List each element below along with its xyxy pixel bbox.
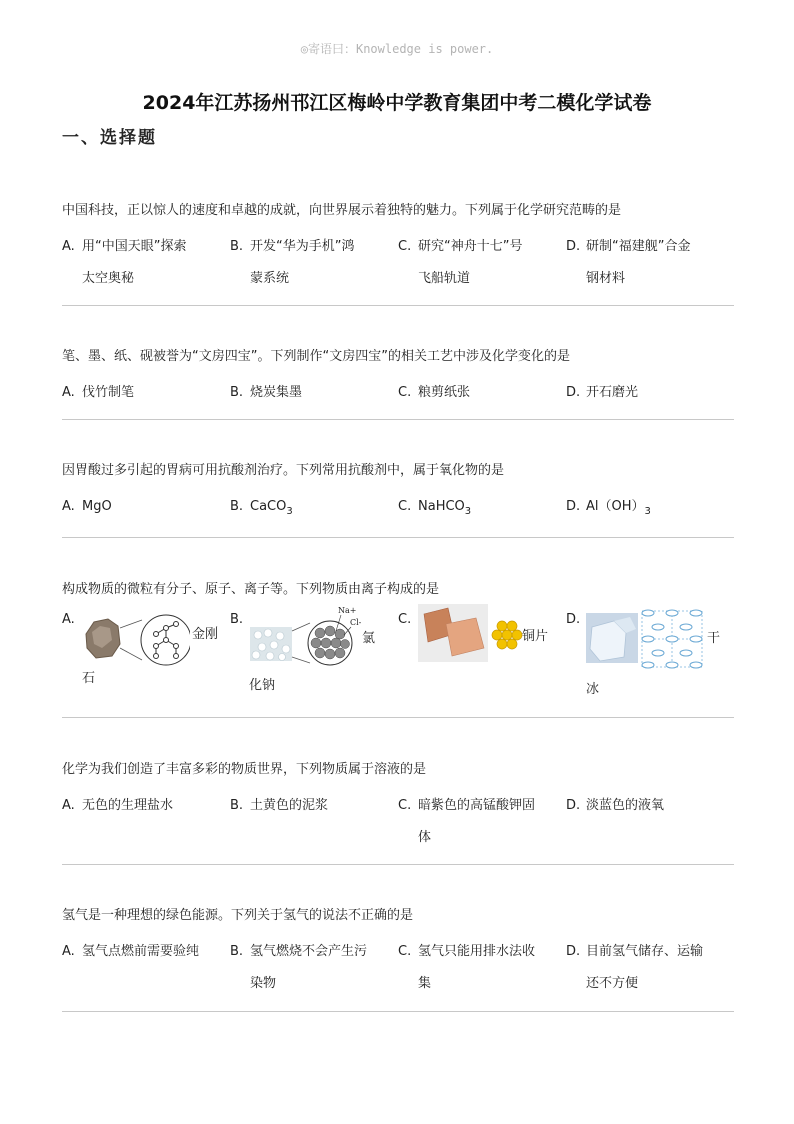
option-c[interactable]: C. 研究“神舟十七”号 飞船轨道 — [398, 239, 523, 286]
option-c[interactable]: C. 粮剪纸张 — [398, 385, 471, 400]
svg-text:Na+: Na+ — [338, 606, 357, 615]
divider — [62, 717, 734, 718]
divider — [62, 1011, 734, 1012]
option-b[interactable]: B. 氢气燃烧不会产生污 染物 — [230, 944, 368, 991]
diamond-image — [82, 614, 190, 666]
option-b[interactable]: B. 开发“华为手机”鸿 蒙系统 — [230, 239, 355, 286]
question-4: 构成物质的微粒有分子、原子、离子等。下列物质由离子构成的是 A. 金刚 石 B. Na+ Cl- 氯 化钠 C. 铜片 D. 干 冰 — [62, 580, 734, 700]
question-1 — [62, 201, 734, 295]
divider — [62, 864, 734, 865]
question-6 — [62, 906, 734, 1000]
option-a[interactable]: A. 伐竹制笔 — [62, 385, 135, 400]
option-d[interactable]: D. 目前氢气储存、运输 还不方便 — [566, 944, 704, 991]
option-b[interactable]: B. 土黄色的泥浆 — [230, 798, 329, 813]
divider — [62, 537, 734, 538]
option-c[interactable]: C. NaHCO$_3$ — [398, 499, 472, 517]
option-d[interactable]: D. 研制“福建舰”合金 钢材料 — [566, 239, 691, 286]
option-a[interactable]: A. 用“中国天眼”探索 太空奥秘 — [62, 239, 187, 286]
question-stem: 因胃酸过多引起的胃病可用抗酸剂治疗。下列常用抗酸剂中，属于氧化物的是 — [62, 463, 505, 478]
question-stem: 构成物质的微粒有分子、原子、离子等。下列物质由离子构成的是 — [62, 582, 440, 597]
option-b[interactable]: B. CaCO$_3$ — [230, 499, 293, 517]
question-stem: 氢气是一种理想的绿色能源。下列关于氢气的说法不正确的是 — [62, 908, 414, 923]
question-5 — [62, 760, 734, 854]
option-d[interactable]: D. 开石磨光 — [566, 385, 639, 400]
option-a[interactable]: A. MgO — [62, 499, 112, 514]
sodium-chloride-image — [248, 605, 366, 667]
page-title: 2024年江苏扬州邗江区梅岭中学教育集团中考二模化学试卷 — [142, 92, 652, 114]
option-a[interactable]: A. 无色的生理盐水 — [62, 798, 174, 813]
question-2 — [62, 347, 734, 409]
question-stem: 中国科技，正以惊人的速度和卓越的成就，向世界展示着独特的魅力。下列属于化学研究范畴的是 — [62, 203, 622, 218]
question-stem: 化学为我们创造了丰富多彩的物质世界，下列物质属于溶液的是 — [62, 762, 427, 777]
motto-header: ◎寄语曰：Knowledge is power. — [300, 42, 494, 56]
option-c[interactable]: C. 氢气只能用排水法收 集 — [398, 944, 536, 991]
question-3 — [62, 461, 734, 523]
divider — [62, 305, 734, 306]
option-a[interactable]: A. 氢气点燃前需要验纯 — [62, 944, 200, 959]
option-d[interactable]: D. $Al(OH)_3$ — [566, 499, 651, 517]
section-heading: 一、选择题 — [62, 128, 157, 148]
divider — [62, 419, 734, 420]
option-c[interactable]: C. 暗紫色的高锰酸钾固 体 — [398, 798, 536, 845]
dry-ice-image — [586, 605, 710, 671]
option-b[interactable]: B. 烧炭集墨 — [230, 385, 303, 400]
svg-text:Cl-: Cl- — [350, 618, 362, 627]
option-d[interactable]: D. 淡蓝色的液氧 — [566, 798, 665, 813]
question-stem: 笔、墨、纸、砚被誉为“文房四宝”。下列制作“文房四宝”的相关工艺中涉及化学变化的是 — [62, 349, 570, 364]
